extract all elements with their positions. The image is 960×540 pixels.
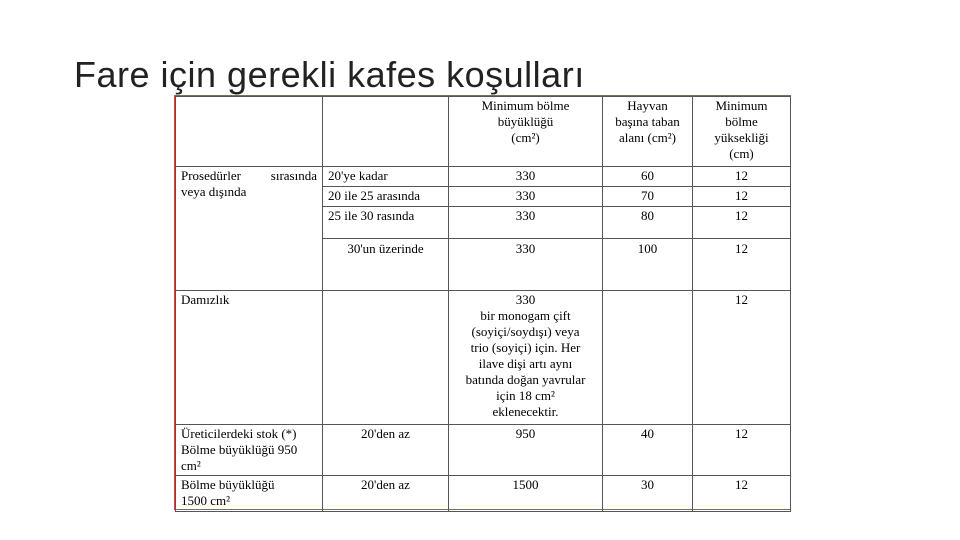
header-text-line: Hayvan <box>627 98 668 113</box>
value-line: 12 <box>693 167 790 187</box>
header-min-size <box>449 97 603 167</box>
weight-cell <box>323 167 449 239</box>
header-text-line: yüksekliği <box>714 130 769 145</box>
floor-area-cell: 40 <box>603 425 693 476</box>
category-cell: Prosedürler sırasında veya dışında <box>176 167 323 291</box>
min-size-cell: 1500 <box>449 476 603 512</box>
table-row <box>176 291 791 425</box>
value-line: 330 <box>449 167 602 187</box>
min-size-cell: 950 <box>449 425 603 476</box>
note-line: bir monogam çift <box>480 308 571 323</box>
weight-line: 20 ile 25 arasında <box>323 187 448 207</box>
header-cell-empty-1 <box>176 97 323 167</box>
floor-area-cell <box>603 291 693 425</box>
header-min-height <box>693 97 791 167</box>
value-line: 12 <box>693 187 790 207</box>
category-line: Bölme büyüklüğü 950 <box>181 442 298 457</box>
category-line: Üreticilerdeki stok (*) <box>181 426 297 441</box>
value-line: 80 <box>641 208 654 223</box>
value-line: 330 <box>449 187 602 207</box>
note-line: ilave dişi artı aynı <box>478 356 573 371</box>
weight-cell: 20'den az <box>323 425 449 476</box>
header-text-line: başına taban <box>615 114 680 129</box>
header-text-line: büyüklüğü <box>497 114 554 129</box>
value-line: 12 <box>735 208 748 223</box>
category-cell <box>176 476 323 512</box>
header-row <box>176 97 791 167</box>
table-grid <box>175 96 791 512</box>
height-cell: 12 <box>693 239 791 291</box>
note-line: eklenecektir. <box>492 404 559 419</box>
height-cell: 12 <box>693 291 791 425</box>
height-cell: 12 <box>693 476 791 512</box>
height-cell <box>693 167 791 239</box>
note-line: (soyiçi/soydışı) veya <box>471 324 580 339</box>
table-row <box>176 425 791 476</box>
min-size-cell <box>449 291 603 425</box>
header-text-line: Minimum bölme <box>481 98 570 113</box>
weight-line: 25 ile 30 rasında <box>328 208 415 223</box>
weight-cell: 30'un üzerinde <box>323 239 449 291</box>
header-text-line: bölme <box>725 114 758 129</box>
floor-area-cell: 30 <box>603 476 693 512</box>
table-row <box>176 167 791 239</box>
weight-cell <box>323 291 449 425</box>
height-cell: 12 <box>693 425 791 476</box>
category-line: Bölme büyüklüğü <box>181 477 275 492</box>
category-cell <box>176 425 323 476</box>
note-line: batında doğan yavrular <box>465 372 586 387</box>
min-size-cell: 330 <box>449 239 603 291</box>
header-cell-empty-2 <box>323 97 449 167</box>
value-line: 330 <box>515 292 536 307</box>
header-floor-area <box>603 97 693 167</box>
value-line: 70 <box>603 187 692 207</box>
header-text-line: (cm) <box>729 146 754 161</box>
category-line: cm² <box>181 458 201 473</box>
weight-cell: 20'den az <box>323 476 449 512</box>
floor-area-cell <box>603 167 693 239</box>
value-line: 330 <box>515 208 536 223</box>
header-text-line: Minimum <box>715 98 768 113</box>
note-line: için 18 cm² <box>496 388 555 403</box>
value-line: 60 <box>603 167 692 187</box>
table-row <box>176 476 791 512</box>
note-line: trio (soyiçi) için. Her <box>470 340 581 355</box>
slide-title: Fare için gerekli kafes koşulları <box>74 54 585 95</box>
category-line: 1500 cm² <box>181 493 231 508</box>
category-cell: Damızlık <box>176 291 323 425</box>
cage-requirements-table <box>174 95 791 510</box>
weight-line: 20'ye kadar <box>323 167 448 187</box>
header-text-line: (cm²) <box>511 130 540 145</box>
min-size-cell <box>449 167 603 239</box>
floor-area-cell: 100 <box>603 239 693 291</box>
header-text-line: alanı (cm²) <box>619 130 676 145</box>
